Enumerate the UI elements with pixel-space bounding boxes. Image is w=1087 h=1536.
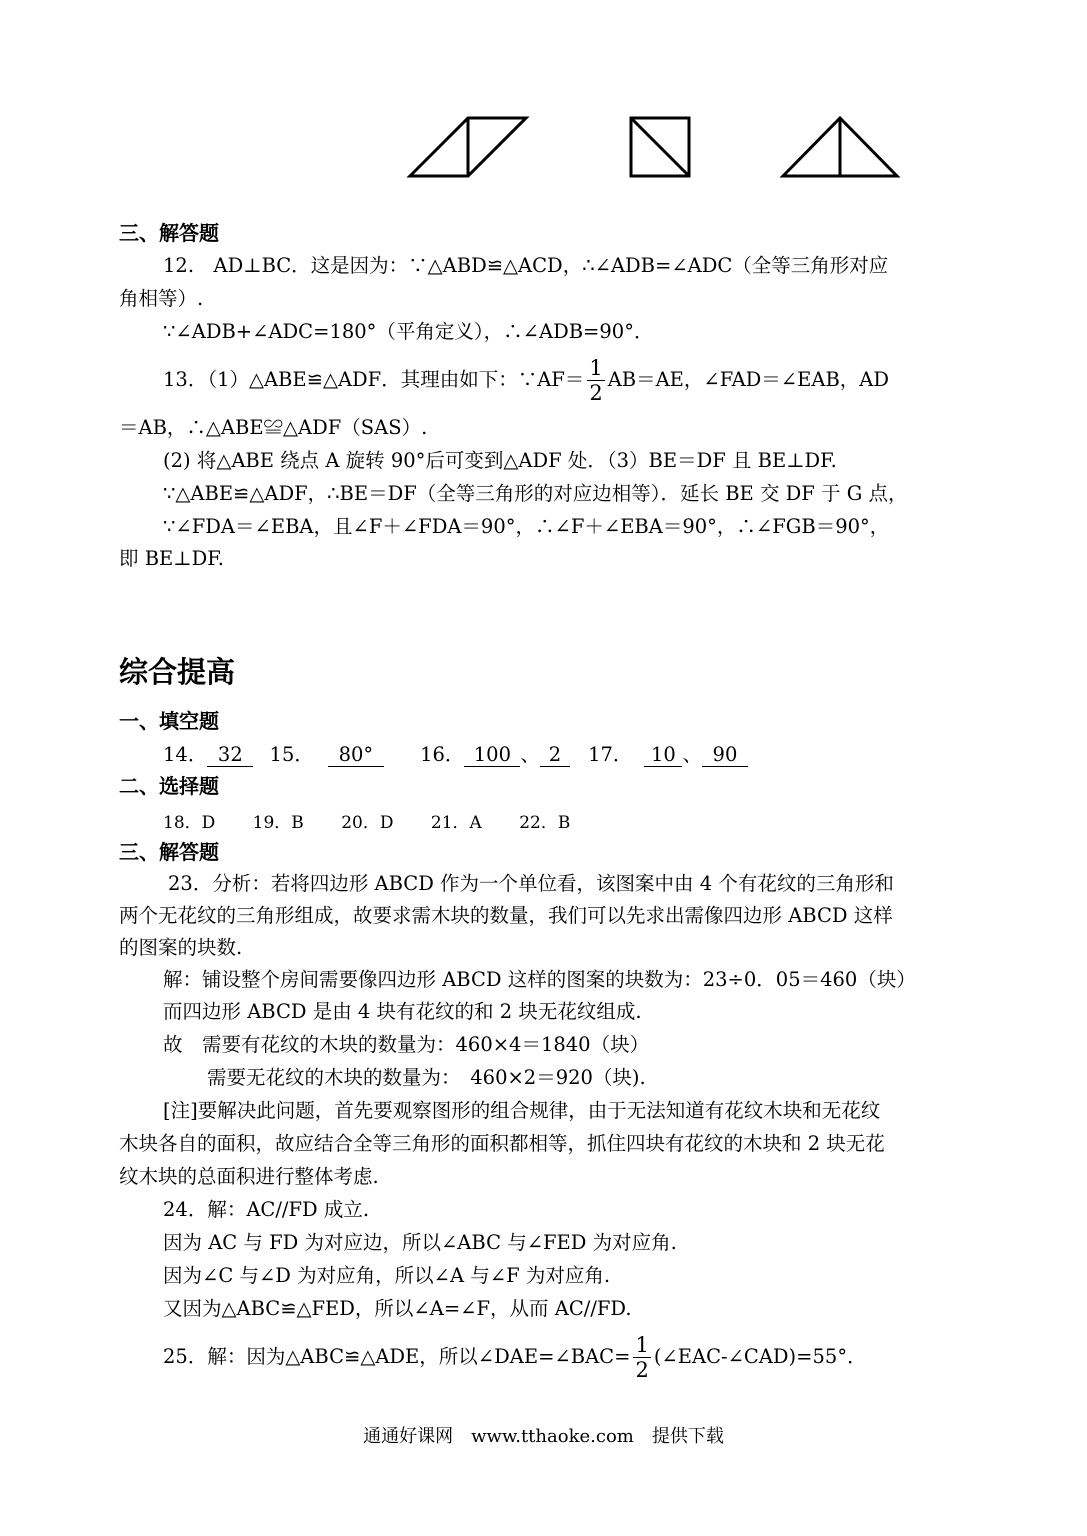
q16-answer-b: 2 [540,744,570,767]
q13-text-a: 13．（1）△ABE≌△ADF．其理由如下：∵AF＝ [163,368,585,391]
separator: 、 [682,743,702,766]
section-heading-answers: 三、解答题 [119,221,219,245]
q23-line-1: 23．分析：若将四边形 ABCD 作为一个单位看，该图案中由 4 个有花纹的三角形和 [168,872,894,895]
fraction-half [587,356,604,405]
section-heading-answers-2: 三、解答题 [119,840,219,864]
q23-line-6: 故 需要有花纹的木块的数量为：460×4＝1840（块） [163,1033,650,1056]
q15-label: 15． [269,743,314,766]
q23-note-1: [注]要解决此问题，首先要观察图形的组合规律，由于无法知道有花纹木块和无花纹 [163,1099,881,1122]
square-diagonal [631,118,689,176]
q14-answer: 32 [207,744,253,767]
q12-line-1: 12. AD⊥BC．这是因为：∵△ABD≌△ACD，∴∠ADB=∠ADC（全等三角形对应 [163,254,889,277]
choice-answer: 22．B [519,813,571,833]
choice-answer: 19．B [252,813,304,833]
section-heading-fill: 一、填空题 [119,709,219,733]
choice-answers [163,810,570,836]
q13-line-5: ∵∠FDA＝∠EBA，且∠F＋∠FDA＝90°，∴∠F＋∠EBA＝90°，∴∠FGB＝90°， [163,515,890,538]
q23-line-3: 的图案的块数. [119,936,243,959]
q12-line-2: 角相等）. [119,287,204,310]
q16-label: 16． [420,743,465,766]
fraction-numerator: 1 [589,356,603,380]
q17-answer-a: 10 [644,744,682,767]
q24-line-4: 又因为△ABC≌△FED，所以∠A=∠F，从而 AC//FD. [163,1297,632,1320]
q23-line-5: 而四边形 ABCD 是由 4 块有花纹的和 2 块无花纹组成. [163,1000,642,1023]
choice-answer: 21．A [430,813,482,833]
separator: 、 [520,743,540,766]
section-heading-choice: 二、选择题 [119,774,219,798]
page-footer: 通通好课网 www.tthaoke.com 提供下载 [363,1426,724,1447]
fraction-numerator: 1 [635,1333,649,1357]
choice-answer: 18．D [163,813,216,833]
q24-line-2: 因为 AC 与 FD 为对应边，所以∠ABC 与∠FED 为对应角. [163,1231,677,1254]
q24-line-3: 因为∠C 与∠D 为对应角，所以∠A 与∠F 为对应角. [163,1264,611,1287]
q17-answer-b: 90 [702,744,748,767]
q13-line-6: 即 BE⊥DF. [119,547,224,570]
q14-label: 14． [163,743,208,766]
q23-line-2: 两个无花纹的三角形组成，故要求需木块的数量，我们可以先求出需像四边形 ABCD 这样 [119,904,893,927]
q23-line-7: 需要无花纹的木块的数量为： 460×2＝920（块). [207,1066,646,1089]
section-title-comprehensive: 综合提高 [119,655,236,689]
q23-note-3: 纹木块的总面积进行整体考虑. [119,1165,379,1188]
q13-line-4: ∵△ABE≌△ADF，∴BE＝DF（全等三角形的对应边相等）．延长 BE 交 DF 于 G 点， [163,482,908,505]
q16-answer-a: 100 [464,744,520,767]
q25-line-1 [163,1328,867,1386]
fraction-denominator: 2 [589,381,603,405]
geometry-figures [0,0,1087,200]
q13-line-1 [163,351,889,409]
q13-line-2: ＝AB，∴△ABE≌△ADF（SAS）. [119,416,428,439]
q24-line-1: 24．解：AC//FD 成立. [163,1198,370,1221]
q25-text-b: (∠EAC-∠CAD)=55°． [653,1345,867,1368]
q23-note-2: 木块各自的面积，故应结合全等三角形的面积都相等，抓住四块有花纹的木块和 2 块无花 [119,1132,885,1155]
q15-answer: 80° [328,744,384,767]
q12-line-3: ∵∠ADB+∠ADC=180°（平角定义），∴∠ADB=90°． [163,320,654,343]
q25-text-a: 25．解：因为△ABC≌△ADE，所以∠DAE=∠BAC= [163,1345,631,1368]
q23-line-4: 解：铺设整个房间需要像四边形 ABCD 这样的图案的块数为：23÷0．05＝460（块） [163,968,916,991]
fraction-half [633,1333,650,1382]
fraction-denominator: 2 [635,1358,649,1382]
q13-line-3: (2) 将△ABE 绕点 A 旋转 90°后可变到△ADF 处．（3）BE＝DF 且 BE⊥DF. [163,449,837,472]
q13-text-b: AB＝AE，∠FAD＝∠EAB，AD [607,368,890,391]
fill-answers [163,742,748,768]
choice-answer: 20．D [341,813,394,833]
q17-label: 17． [588,743,633,766]
